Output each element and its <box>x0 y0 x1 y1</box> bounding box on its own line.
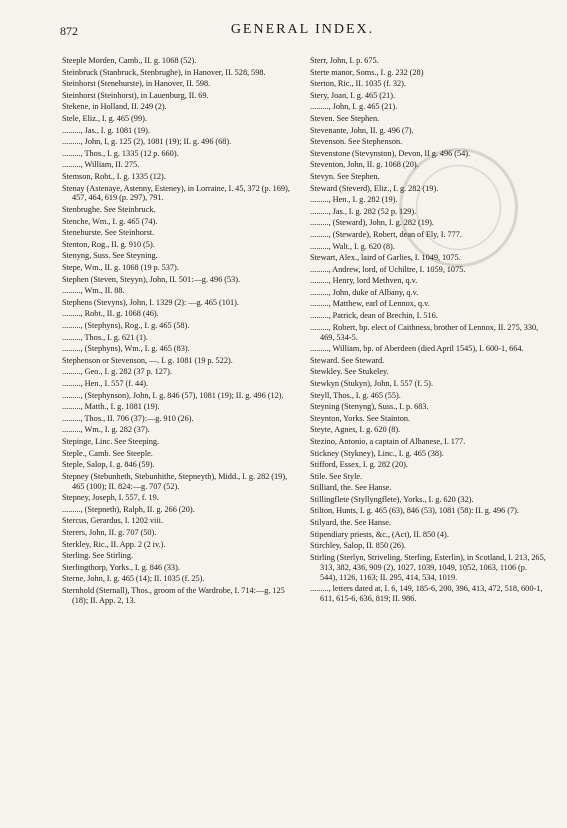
index-entry: Stewkley. See Stukeley. <box>310 367 389 377</box>
index-entry: Stevenson. See Stephenson. <box>310 137 403 147</box>
index-entry: Steynton, Yorks. See Stainton. <box>310 413 411 423</box>
index-entry: ........., Andrew, lord, of Uchiltre, I. 1059, 1075. <box>310 264 466 274</box>
index-entry: ........., Thos., II. 706 (37):—g. 910 (26). <box>62 413 194 423</box>
index-entry: Stenbrughe. See Steinbruck. <box>62 205 156 215</box>
page-number: 872 <box>60 24 78 38</box>
index-columns <box>62 56 546 820</box>
index-column-right <box>310 56 546 820</box>
index-entry: Steple., Camb. See Steeple. <box>62 448 153 458</box>
index-entry: ........., Patrick, dean of Brechin, I. 516. <box>310 311 438 321</box>
index-entry: ........., Hen., I. g. 282 (19). <box>310 195 398 205</box>
index-entry: Stevyn. See Stephen. <box>310 171 380 181</box>
index-entry: ........., (Stepneth), Ralph, II. g. 266 (20). <box>62 504 195 514</box>
index-entry: Stevenante, John, II. g. 496 (7). <box>310 125 414 135</box>
index-entry: Stenyng, Suss. See Steyning. <box>62 251 158 261</box>
index-entry: Stezino, Antonio, a captain of Albanese, I. 177. <box>310 436 466 446</box>
index-entry: Sterlingthorp, Yorks., I. g. 846 (33). <box>62 562 180 572</box>
index-entry: ........., (Steward), John, I. g. 282 (19). <box>310 218 434 228</box>
index-entry: ........., (Stephyns), Rog., I. g. 465 (58). <box>62 320 190 330</box>
index-entry: Stepney, Joseph, I. 557, f. 19. <box>62 493 159 503</box>
index-entry: Stewart, Alex., laird of Garlies, I. 1049, 1075. <box>310 253 461 263</box>
index-entry: ........., Wm., II. 88. <box>62 286 125 296</box>
index-entry: ........., John, I. g. 465 (21). <box>310 102 398 112</box>
index-entry: Steinbruck (Stanbruck, Stenbrughe), in Hanover, II. 528, 598. <box>62 67 266 77</box>
index-entry: Sterers, John, II. g. 707 (50). <box>62 527 157 537</box>
index-entry: ........., Robert, bp. elect of Caithness, brother of Lennox, II. 275, 330, 469, 534-5. <box>310 322 539 342</box>
index-entry: Sterton, Ric., II. 1035 (f. 32). <box>310 79 407 89</box>
index-entry: Sterr, John, I. p. 675. <box>310 56 379 65</box>
index-entry: ........., Thos., I. g. 621 (1). <box>62 332 148 342</box>
index-entry: Sterling. See Stirling. <box>62 551 134 561</box>
index-entry: Stercus, Gerardus, I. 1202 viii. <box>62 516 164 526</box>
index-entry: Stenay (Astenaye, Astenny, Esteney), in Lorraine, I. 45, 372 (p. 169), 457, 464, 619 (p. 297), 791. <box>62 183 290 203</box>
index-entry: Stephenson or Stevenson, —. I. g. 1081 (19 p. 522). <box>62 355 233 365</box>
page-header <box>60 18 545 46</box>
index-entry: ........., Henry, lord Methven, q.v. <box>310 276 418 286</box>
index-entry: ........., Hen., I. 557 (f. 44). <box>62 378 149 388</box>
index-entry: Stilton, Hunts, I. g. 465 (63), 846 (53), 1081 (58): II. g. 496 (7). <box>310 506 519 516</box>
index-entry: Steven. See Stephen. <box>310 113 380 123</box>
index-entry: Stillingflete (Styllyngflete), Yorks., I. g. 620 (32). <box>310 494 474 504</box>
index-entry: ........., John, duke of Albany, q.v. <box>310 287 419 297</box>
index-entry: Stilyard, the. See Hanse. <box>310 518 391 528</box>
index-entry: Steward (Steverd), Eliz., I. g. 282 (19). <box>310 183 439 193</box>
index-entry: Stery, Joan, I. g. 465 (21). <box>310 90 396 100</box>
index-entry: Steyll, Thos., I. g. 465 (55). <box>310 390 401 400</box>
index-entry: Stepinge, Linc. See Steeping. <box>62 436 160 446</box>
index-entry: ........., letters dated at, I. 6, 149, 185-6, 200, 396, 413, 472, 518, 600-1, 611, 615-6, 636, 819; II. 986. <box>310 584 543 604</box>
index-entry: ........., Matthew, earl of Lennox, q.v. <box>310 299 430 309</box>
index-entry: Stekene, in Holland, II. 249 (2). <box>62 102 167 112</box>
index-entry: Stewkyn (Stukyn), John, I. 557 (f. 5). <box>310 378 434 388</box>
index-entry: Stemson, Robt., I. g. 1335 (12). <box>62 171 166 181</box>
index-column-left <box>62 56 298 820</box>
index-entry: Stifford, Essex, I. g. 282 (20). <box>310 460 408 470</box>
index-entry: ........., Jas., I. g. 282 (52 p. 129). <box>310 206 417 216</box>
index-entry: ........., Jas., I. g. 1081 (19). <box>62 125 150 135</box>
index-entry: ........., William, II. 275. <box>62 160 140 170</box>
index-entry: Sterkley, Ric., II. App. 2 (2 iv.). <box>62 539 166 549</box>
index-entry: Sterte manor, Soms., I. g. 232 (28) <box>310 67 424 77</box>
index-entry: ........., Wm., I. g. 282 (37). <box>62 425 150 435</box>
index-entry: ........., Matth., I. g. 1081 (19). <box>62 402 160 412</box>
index-entry: Stephen (Steven, Steyyn), John, II. 501:—g. 496 (53). <box>62 274 241 284</box>
index-entry: ........., (Stephyns), Wm., I. g. 465 (83). <box>62 344 190 354</box>
index-entry: Stirchley, Salop, II. 850 (26). <box>310 541 406 551</box>
index-entry: ........., Robt., II. g. 1068 (46). <box>62 309 159 319</box>
index-entry: Stirling (Sterlyn, Striveling, Sterling, Esterlin), in Scotland, I. 213, 265, 313, 382, 436, 909 (2), 1027, 1039, 1049, 1052, 1063, 1106 (p. 544), 1126, 1163; II. 295, 414, 534, 1019. <box>310 552 546 582</box>
index-entry: ........., (Stephynson), John, I. g. 846 (57), 1081 (19); II. g. 496 (12). <box>62 390 284 400</box>
index-entry: ........., John, I, g. 125 (2), 1081 (19); II. g. 496 (68). <box>62 137 232 147</box>
index-entry: Steventon, John, II. g. 1068 (20). <box>310 160 419 170</box>
index-entry: Steinhorst (Steinhorst), in Lauenburg, II. 69. <box>62 90 209 100</box>
index-entry: Steple, Salop, I. g. 846 (59). <box>62 460 155 470</box>
index-entry: Stepney (Stebunheth, Stebunhithe, Stepneyth), Midd., I. g. 282 (19), 465 (100); II. 824:—g. 707 (52). <box>62 471 288 491</box>
index-entry: Steinhorst (Stenehurste), in Hanover, II. 598. <box>62 79 211 89</box>
index-entry: Steyte, Agnes, I. g. 620 (8). <box>310 425 401 435</box>
index-entry: Steyning (Stenyng), Suss., I. p. 683. <box>310 402 429 412</box>
index-entry: Stilliard, the. See Hanse. <box>310 483 392 493</box>
index-entry: ........., William, bp. of Aberdeen (died April 1545), I. 600-1, 664. <box>310 344 524 354</box>
index-entry: ........., (Stewarde), Robert, dean of Ely, I. 777. <box>310 229 462 239</box>
index-entry: Stele, Eliz., I. g. 465 (99). <box>62 113 147 123</box>
index-entry: Stenton, Rog., II. g. 910 (5). <box>62 239 155 249</box>
index-entry: Sternhold (Sternall), Thos., groom of the Wardrobe, I. 714:—g. 125 (18); II. App. 2, 13. <box>62 585 285 605</box>
index-entry: ........., Thos., I. g. 1335 (12 p. 660). <box>62 148 179 158</box>
index-entry: Stile. See Style. <box>310 471 363 481</box>
index-entry: Stevenstone (Stevynston), Devon, II g. 496 (54). <box>310 148 471 158</box>
index-entry: Stephens (Stevyns), John, I. 1329 (2): —g. 465 (101). <box>62 297 239 307</box>
index-entry: Steeple Morden, Camb., II. g. 1068 (52). <box>62 56 197 65</box>
index-entry: ........., Geo., I. g. 282 (37 p. 127). <box>62 367 172 377</box>
index-entry: Stenehurste. See Steinhorst. <box>62 228 155 238</box>
running-head: GENERAL INDEX. <box>230 22 375 37</box>
index-entry: Stickney (Stykney), Linc., I. g. 465 (38). <box>310 448 444 458</box>
index-entry: Steward. See Steward. <box>310 355 385 365</box>
index-entry: Stenche, Wm., I. g. 465 (74). <box>62 216 158 226</box>
index-entry: ........., Walt., I. g. 620 (8). <box>310 241 395 251</box>
index-entry: Stipendiary priests, &c., (Act), II. 850 (4). <box>310 529 449 539</box>
index-entry: Sterne, John, I. g. 465 (14); II. 1035 (f. 25). <box>62 574 205 584</box>
index-entry: Stepe, Wm., II. g. 1068 (19 p. 537). <box>62 263 179 272</box>
